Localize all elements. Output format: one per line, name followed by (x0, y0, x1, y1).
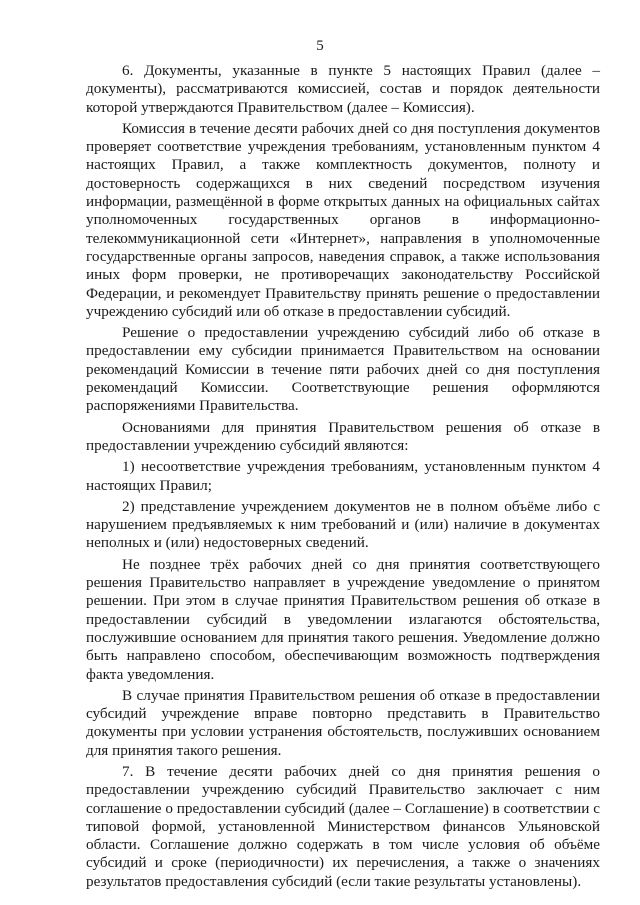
paragraph-item-7: 7. В течение десяти рабочих дней со дня принятия решения о предоставлении учреждению субсидий Правительство заключает с ним соглашение о предоставлении субсидий (далее – Соглашение) в соответствии с типовой формой, установленной Министерством финансов Ульяновской области. Соглашение должно содержать в том числе условия об объёме субсидий и сроке (периодичности) их перечисления, а также о значениях результатов предоставления субсидий (если такие результаты установлены). (86, 762, 600, 890)
page-number: 5 (316, 38, 324, 54)
paragraph-ground-2: 2) представление учреждением документов не в полном объёме либо с нарушением предъявляемых к ним требований и (или) наличие в документах неполных и (или) недостоверных сведений. (86, 497, 600, 552)
paragraph-decision: Решение о предоставлении учреждению субсидий либо об отказе в предоставлении ему субсидии принимается Правительством на основании рекомендаций Комиссии в течение пяти рабочих дней со дня поступления рекомендаций Комиссии. Соответствующие решения оформляются распоряжениями Правительства. (86, 324, 600, 415)
paragraph-ground-1: 1) несоответствие учреждения требованиям, установленным пунктом 4 настоящих Правил; (86, 458, 600, 494)
paragraph-item-6: 6. Документы, указанные в пункте 5 настоящих Правил (далее – документы), рассматриваются комиссией, состав и порядок деятельности которой утверждаются Правительством (далее – Комиссия). (86, 62, 600, 116)
document-body (86, 62, 600, 894)
paragraph-commission-review: Комиссия в течение десяти рабочих дней со дня поступления документов проверяет соответствие учреждения требованиям, установленным пунктом 4 настоящих Правил, а также комплектность документов, полноту и достоверность содержащихся в них сведений посредством изучения информации, размещённой в форме открытых данных на официальных сайтах уполномоченных государственных органов в информационно-телекоммуникационной сети «Интернет», направления в уполномоченные государственные органы запросов, наведения справок, а также использования иных форм проверки, не противоречащих законодательству Российской Федерации, и рекомендует Правительству принять решение о предоставлении учреждению субсидий или об отказе в предоставлении субсидий. (86, 119, 600, 320)
paragraph-refusal-grounds: Основаниями для принятия Правительством решения об отказе в предоставлении учреждению субсидий являются: (86, 418, 600, 454)
paragraph-notification: Не позднее трёх рабочих дней со дня принятия соответствующего решения Правительство направляет в учреждение уведомление о принятом решении. При этом в случае принятия Правительством решения об отказе в предоставлении субсидий в уведомлении излагаются обстоятельства, послужившие основанием для принятия такого решения. Уведомление должно быть направлено способом, обеспечивающим возможность подтверждения факта уведомления. (86, 555, 600, 683)
paragraph-resubmission: В случае принятия Правительством решения об отказе в предоставлении субсидий учреждение вправе повторно представить в Правительство документы при условии устранения обстоятельств, послуживших основанием для принятия такого решения. (86, 686, 600, 759)
